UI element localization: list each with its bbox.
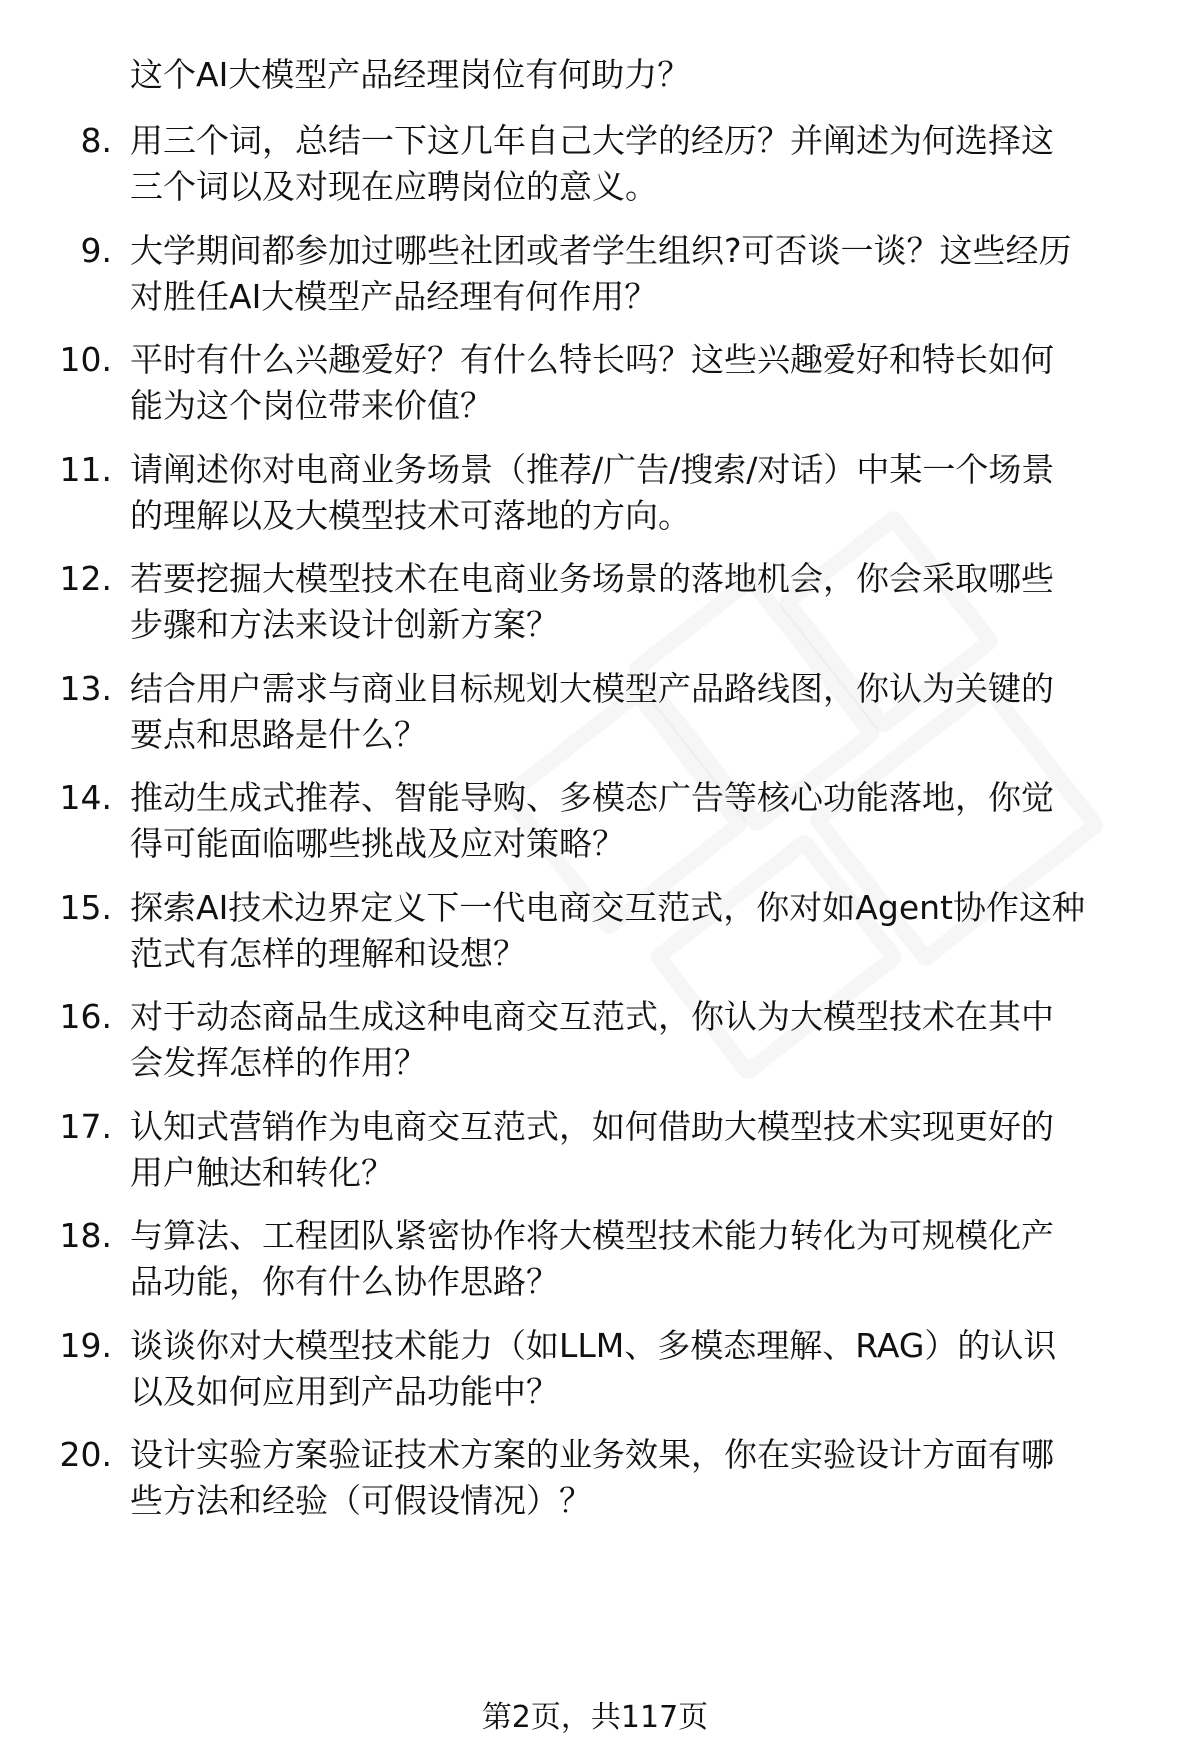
question-text: 认知式营销作为电商交互范式，如何借助大模型技术实现更好的 用户触达和转化？ [130,1106,1054,1192]
question-text: 探索AI技术边界定义下一代电商交互范式，你对如Agent协作这种 范式有怎样的理解和设想？ [130,887,1085,973]
question-number: 10. [59,340,112,379]
question-text: 若要挖掘大模型技术在电商业务场景的落地机会，你会采取哪些 步骤和方法来设计创新方案？ [130,559,1054,644]
continued-question-text: 这个AI大模型产品经理岗位有何助力？ [130,55,691,94]
question-text: 与算法、工程团队紧密协作将大模型技术能力转化为可规模化产 品功能，你有什么协作思路？ [130,1216,1054,1301]
question-text: 结合用户需求与商业目标规划大模型产品路线图，你认为关键的 要点和思路是什么？ [130,668,1054,754]
question-number: 13. [59,668,112,708]
question-number: 18. [59,1216,112,1255]
question-number: 12. [59,559,112,598]
question-number: 17. [59,1106,112,1146]
question-text: 对于动态商品生成这种电商交互范式，你认为大模型技术在其中 会发挥怎样的作用？ [130,997,1054,1082]
question-text: 用三个词，总结一下这几年自己大学的经历？并阐述为何选择这 三个词以及对现在应聘岗位的意义。 [130,121,1054,206]
question-text: 大学期间都参加过哪些社团或者学生组织?可否谈一谈？这些经历 对胜任AI大模型产品经理有何作用？ [130,230,1072,316]
question-text: 设计实验方案验证技术方案的业务效果，你在实验设计方面有哪 些方法和经验（可假设情况）？ [130,1435,1054,1520]
question-number: 16. [59,997,112,1036]
question-number: 20. [59,1435,112,1474]
question-number: 14. [59,778,112,817]
page-number-footer: 第2页，共117页 [481,1700,709,1735]
question-number: 9. [80,230,112,270]
question-number: 15. [59,887,112,927]
question-number: 11. [59,449,112,489]
question-text: 推动生成式推荐、智能导购、多模态广告等核心功能落地，你觉 得可能面临哪些挑战及应对策略？ [130,778,1054,863]
question-text: 平时有什么兴趣爱好？有什么特长吗？这些兴趣爱好和特长如何 能为这个岗位带来价值？ [130,340,1054,425]
question-text: 请阐述你对电商业务场景（推荐/广告/搜索/对话）中某一个场景 的理解以及大模型技术可落地的方向。 [130,449,1055,535]
question-number: 8. [80,121,112,160]
question-text: 谈谈你对大模型技术能力（如LLM、多模态理解、RAG）的认识 以及如何应用到产品功能中？ [130,1325,1057,1411]
question-number: 19. [59,1325,112,1365]
